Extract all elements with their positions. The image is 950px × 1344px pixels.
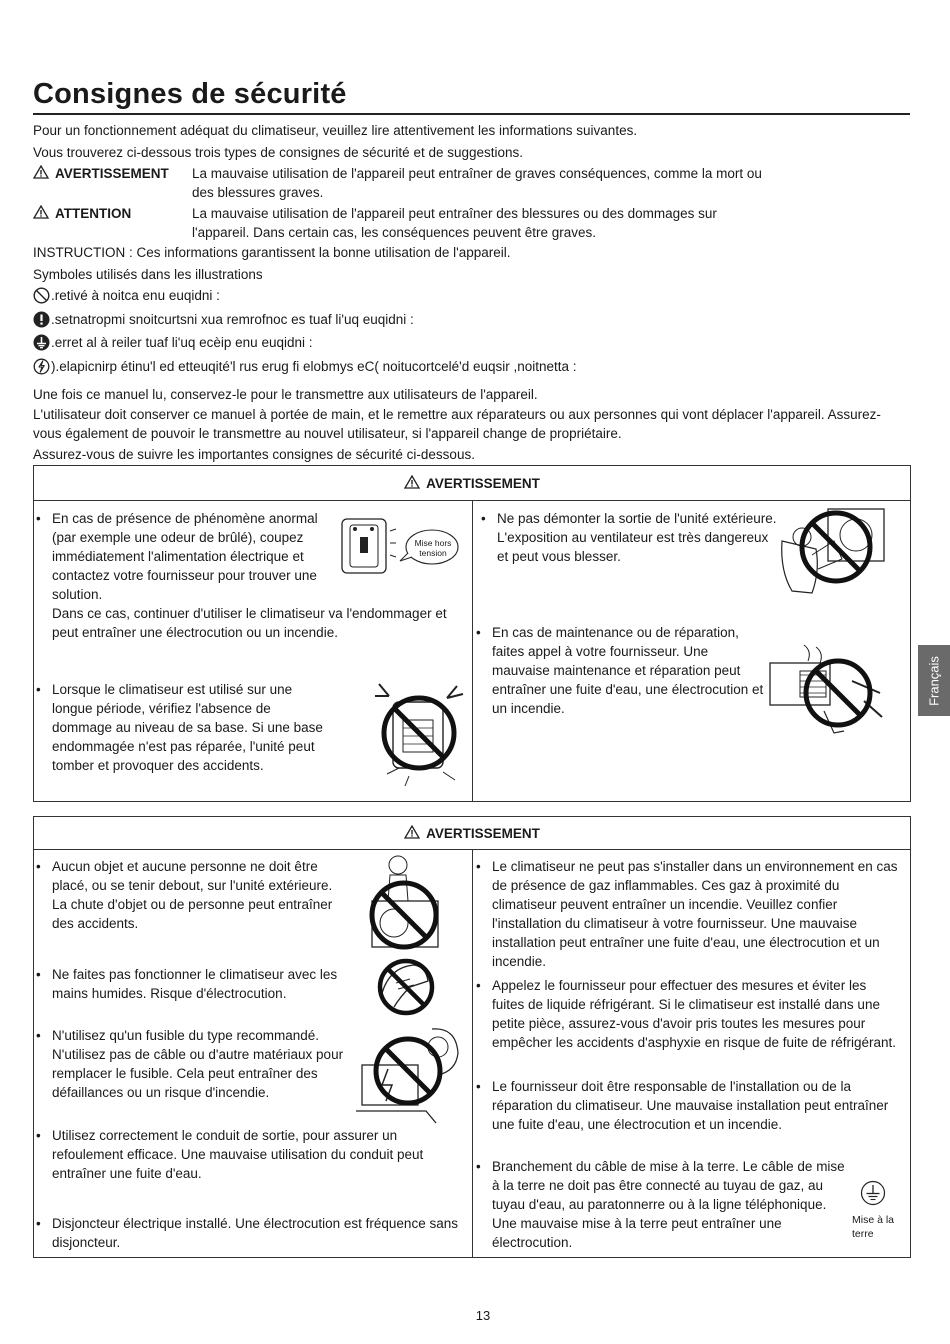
symbol-prohibited: .retivé à noitca enu euqidni : <box>33 286 220 305</box>
warning-box-1-header: AVERTISSEMENT <box>34 466 910 501</box>
title-rule <box>33 113 910 115</box>
fan-outlet-illustration <box>772 501 892 601</box>
list-item: • Le fournisseur doit être responsable de l'installation ou de la réparation du climatiseur. Une mauvaise installation peut entraîner une fuite d'eau, une électrocution et un incendie. <box>476 1079 889 1132</box>
standing-on-unit-illustration <box>354 853 464 953</box>
warning-triangle-icon <box>404 475 420 489</box>
list-item: • Utilisez correctement le conduit de sortie, pour assurer un refoulement efficace. Une mauvaise utilisation du conduit peut entraîner une fuite d'eau. <box>36 1128 424 1181</box>
warning-box-1 <box>33 465 911 802</box>
note-2: L'utilisateur doit conserver ce manuel à portée de main, et le remettre aux réparateurs ou aux personnes qui vont déplacer l'appareil. Assurez-vous également de pouvoir le transmettre au nouvel utilisateur, si l'appareil change de propriétaire. <box>33 407 881 441</box>
warning-box-2 <box>33 816 911 1258</box>
language-tab[interactable]: Français <box>918 645 950 716</box>
note-3: Assurez-vous de suivre les importantes consignes de sécurité ci-dessous. <box>33 447 475 462</box>
ground-symbol-icon <box>860 1180 886 1206</box>
intro-line-2: Vous trouverez ci-dessous trois types de consignes de sécurité et de suggestions. <box>33 145 524 160</box>
page-number: 13 <box>475 1308 491 1323</box>
list-item: • Disjoncteur électrique installé. Une électrocution est fréquence sans disjoncteur. <box>36 1216 458 1250</box>
level-warning-label: AVERTISSEMENT <box>55 166 169 181</box>
exclamation-icon <box>33 311 50 328</box>
warning-triangle-icon <box>33 165 49 179</box>
list-item-continued: Dans ce cas, continuer d'utiliser le climatiseur va l'endommager et peut entraîner une électrocution ou un incendie. <box>52 606 447 640</box>
symbols-title: Symboles utilisés dans les illustrations <box>33 267 263 282</box>
list-item: • Lorsque le climatiseur est utilisé sur une longue période, vérifiez l'absence de dommage au niveau de sa base. Si une base endommagée n'est pas réparée, l'unité peut tomber et provoquer des accidents. <box>36 682 323 773</box>
level-caution-desc: La mauvaise utilisation de l'appareil peut entraîner des blessures ou des dommages sur l'appareil. Dans certain cas, les conséquences peuvent être graves. <box>192 206 717 240</box>
note-1: Une fois ce manuel lu, conservez-le pour le transmettre aux utilisateurs de l'appareil. <box>33 387 538 402</box>
power-off-bubble: Mise hors tension <box>414 538 452 558</box>
warning-triangle-icon <box>33 205 49 219</box>
symbol-mandatory: .setnatropmi snoitcurtsni xua remrofnoc es tuaf li'uq euqidni : <box>33 310 414 329</box>
fuse-illustration <box>352 1019 470 1129</box>
warning-box-2-header: AVERTISSEMENT <box>34 817 910 850</box>
symbol-electric: ).elapicnirp étinu'l ed etteuqité'l rus erug fi elobmys eC( noitucortcelé'd euqsir ,noitnetta : <box>33 357 577 376</box>
list-item: • Branchement du câble de mise à la terre. Le câble de mise à la terre ne doit pas être connecté au tuyau de gaz, au tuyau d'eau, au paratonnerre ou à la ligne téléphonique. Une mauvaise mise à la terre peut entraîner une électrocution. <box>476 1159 845 1250</box>
list-item: • Ne faites pas fonctionner le climatiseur avec les mains humides. Risque d'électrocution. <box>36 967 338 1001</box>
level-warning-desc: La mauvaise utilisation de l'appareil peut entraîner de graves conséquences, comme la mort ou des blessures graves. <box>192 166 762 200</box>
list-item: • N'utilisez qu'un fusible du type recommandé. N'utilisez pas de câble ou d'autre matériaux pour remplacer le fusible. Cela peut entraîner des défaillances ou un risque d'incendie. <box>36 1028 344 1100</box>
wet-hands-illustration <box>370 953 442 1019</box>
ground-label: Mise à la terre <box>852 1214 895 1240</box>
list-item: • Ne pas démonter la sortie de l'unité extérieure. L'exposition au ventilateur est très dangereux et peut vous blesser. <box>481 511 777 564</box>
level-caution-label: ATTENTION <box>55 206 132 221</box>
electric-shock-icon <box>33 358 50 375</box>
intro-line-1: Pour un fonctionnement adéquat du climatiseur, veuillez lire attentivement les informations suivantes. <box>33 123 638 138</box>
maintenance-illustration <box>764 641 889 741</box>
damaged-base-illustration <box>359 676 477 794</box>
symbol-ground: .erret al à reiler tuaf li'uq ecèip enu euqidni : <box>33 333 312 352</box>
page-title: Consignes de sécurité <box>33 78 347 110</box>
list-item: • En cas de maintenance ou de réparation, faites appel à votre fournisseur. Une mauvaise maintenance et réparation peut entraîner une fuite d'eau, une électrocution et un incendie. <box>476 625 764 716</box>
list-item: • Aucun objet et aucune personne ne doit être placé, ou se tenir debout, sur l'unité extérieure. La chute d'objet ou de personne peut entraîner des accidents. <box>36 859 333 931</box>
warning-triangle-icon <box>404 825 420 839</box>
list-item: • Appelez le fournisseur pour effectuer des mesures et éviter les fuites de liquide réfrigérant. Si le climatiseur est installé dans une petite pièce, assurez-vous d'avoir pris toutes les mesures pour empêcher les accidents d'asphyxie en risque de fuite de réfrigérant. <box>476 978 897 1050</box>
list-item: • En cas de présence de phénomène anormal (par exemple une odeur de brûlé), coupez immédiatement l'alimentation électrique et contactez votre fournisseur pour trouver une solution. <box>36 511 318 602</box>
instruction-line: INSTRUCTION : Ces informations garantissent la bonne utilisation de l'appareil. <box>33 245 511 260</box>
column-divider <box>472 850 473 1257</box>
ground-icon <box>33 334 50 351</box>
list-item: • Le climatiseur ne peut pas s'installer dans un environnement en cas de présence de gaz inflammables. Ces gaz à proximité du climatiseur peuvent entraîner un incendie. Veuillez confier l'installation du climatiseur à votre fournisseur. Une mauvaise installation peut entraîner une fuite d'eau, une électrocution et un incendie. <box>476 859 898 969</box>
prohibited-icon <box>33 287 50 304</box>
